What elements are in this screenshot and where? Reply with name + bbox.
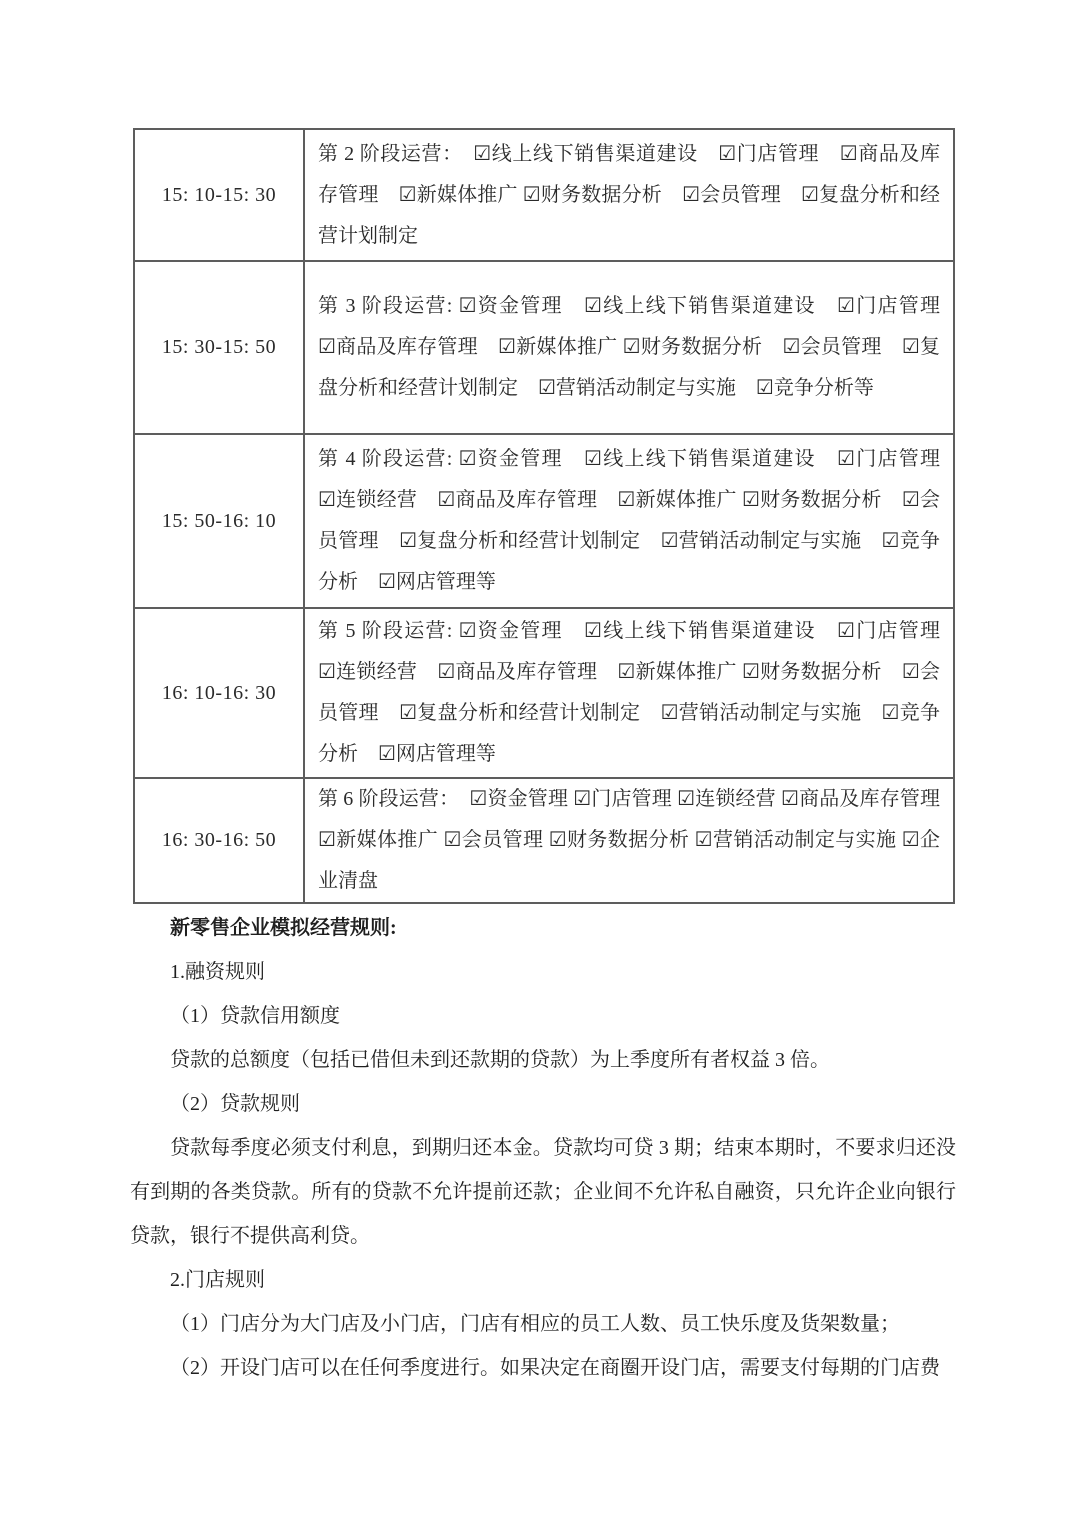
- rule-store-types-text: （1）门店分为大门店及小门店，门店有相应的员工人数、员工快乐度及货架数量；: [170, 1313, 900, 1335]
- rule-store-rules-title: 2.门店规则: [170, 1269, 265, 1291]
- time-cell: 16: 10-16: 30: [134, 608, 304, 778]
- time-cell: 15: 30-15: 50: [134, 261, 304, 434]
- rule-loan-rules-title: （2）贷款规则: [170, 1093, 300, 1115]
- activities-cell: 第 2 阶段运营： ☑线上线下销售渠道建设 ☑门店管理 ☑商品及库存管理 ☑新媒体推广 ☑财务数据分析 ☑会员管理 ☑复盘分析和经营计划制定: [304, 129, 954, 261]
- rule-credit-line-text: 贷款的总额度（包括已借但未到还款期的贷款）为上季度所有者权益 3 倍。: [170, 1049, 830, 1071]
- activities-cell: 第 6 阶段运营： ☑资金管理 ☑门店管理 ☑连锁经营 ☑商品及库存管理 ☑新媒体推广 ☑会员管理 ☑财务数据分析 ☑营销活动制定与实施 ☑企业清盘: [304, 778, 954, 903]
- rule-credit-line-title: （1）贷款信用额度: [170, 1005, 340, 1027]
- schedule-row: [134, 778, 954, 903]
- schedule-row: [134, 434, 954, 608]
- activities-cell: 第 3 阶段运营: ☑资金管理 ☑线上线下销售渠道建设 ☑门店管理 ☑商品及库存管理 ☑新媒体推广 ☑财务数据分析 ☑会员管理 ☑复盘分析和经营计划制定 ☑营销活动制定与实施 ☑竞争分析等: [304, 261, 954, 434]
- time-cell: 15: 50-16: 10: [134, 434, 304, 608]
- schedule-row: [134, 261, 954, 434]
- activities-cell: 第 4 阶段运营: ☑资金管理 ☑线上线下销售渠道建设 ☑门店管理 ☑连锁经营 ☑商品及库存管理 ☑新媒体推广 ☑财务数据分析 ☑会员管理 ☑复盘分析和经营计划制定 ☑营销活动制定与实施 ☑竞争分析 ☑网店管理等: [304, 434, 954, 608]
- rules-section: [130, 906, 956, 1390]
- time-cell: 16: 30-16: 50: [134, 778, 304, 903]
- schedule-table: [133, 128, 960, 904]
- rule-loan-rules-text: 贷款每季度必须支付利息，到期归还本金。贷款均可贷 3 期；结束本期时，不要求归还没有到期的各类贷款。所有的贷款不允许提前还款；企业间不允许私自融资，只允许企业向银行贷款，银行不提供高利贷。: [130, 1137, 956, 1247]
- rules-heading: 新零售企业模拟经营规则:: [170, 917, 397, 939]
- activities-cell: 第 5 阶段运营: ☑资金管理 ☑线上线下销售渠道建设 ☑门店管理 ☑连锁经营 ☑商品及库存管理 ☑新媒体推广 ☑财务数据分析 ☑会员管理 ☑复盘分析和经营计划制定 ☑营销活动制定与实施 ☑竞争分析 ☑网店管理等: [304, 608, 954, 778]
- rule-financing-title: 1.融资规则: [170, 961, 265, 983]
- time-cell: 15: 10-15: 30: [134, 129, 304, 261]
- rule-store-opening-text: （2）开设门店可以在任何季度进行。如果决定在商圈开设门店，需要支付每期的门店费: [170, 1357, 940, 1379]
- schedule-row: [134, 608, 954, 778]
- schedule-row: [134, 129, 954, 261]
